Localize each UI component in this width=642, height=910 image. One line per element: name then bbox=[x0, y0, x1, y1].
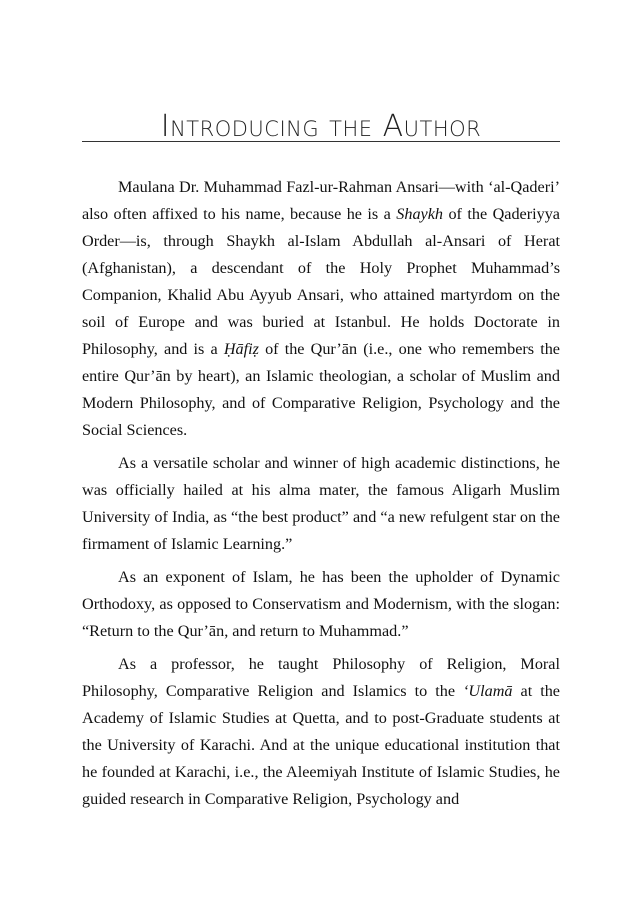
paragraph-2 bbox=[82, 450, 560, 558]
paragraph-1-italic-shaykh: Shaykh bbox=[396, 205, 444, 223]
paragraph-1-text-end: of the Qur’ān (i.e., one who remembers the entire Qur’ān by heart), an Islamic theologian, a scholar of Muslim and Modern Philosophy, and of Comparative Religion, Psychology and the Social Sciences. bbox=[82, 340, 560, 439]
paragraph-1-text-cont: of the Qaderiyya Order—is, through Shaykh al-Islam Abdullah al-Ansari of Herat (Afghanistan), a descendant of the Holy Prophet Muhammad’s Companion, Khalid Abu Ayyub Ansari, who attained martyrdom on the soil of Europe and was buried at Istanbul. He holds Doctorate in Philosophy, and is a bbox=[82, 205, 560, 358]
paragraph-3-text: As an exponent of Islam, he has been the upholder of Dynamic Orthodoxy, as opposed to Conservatism and Modernism, with the slogan: “Return to the Qur’ān, and return to Muhammad.” bbox=[82, 568, 560, 640]
title-rule bbox=[82, 141, 560, 142]
paragraph-1-italic-hafiz: Ḥāfiẓ bbox=[223, 340, 259, 358]
body-text bbox=[82, 174, 560, 813]
chapter-title: Introducing the Author bbox=[160, 109, 482, 144]
paragraph-4-text: As a professor, he taught Philosophy of Religion, Moral Philosophy, Comparative Religion and Islamics to the bbox=[82, 655, 560, 700]
paragraph-1-text: Maulana Dr. Muhammad Fazl-ur-Rahman Ansari—with ‘al-Qaderi’ also often affixed to his name, because he is a bbox=[82, 178, 560, 223]
paragraph-2-text: As a versatile scholar and winner of high academic distinctions, he was officially hailed at his alma mater, the famous Aligarh Muslim University of India, as “the best product” and “a new refulgent star on the firmament of Islamic Learning.” bbox=[82, 454, 560, 553]
paragraph-4-text-end: at the Academy of Islamic Studies at Quetta, and to post-Graduate students at the University of Karachi. And at the unique educational institution that he founded at Karachi, i.e., the Aleemiyah Institute of Islamic Studies, he guided research in Comparative Religion, Psychology and bbox=[82, 682, 560, 808]
paragraph-4 bbox=[82, 651, 560, 813]
paragraph-3 bbox=[82, 564, 560, 645]
paragraph-4-italic-ulama: ‘Ulamā bbox=[463, 682, 513, 700]
paragraph-1 bbox=[82, 174, 560, 444]
